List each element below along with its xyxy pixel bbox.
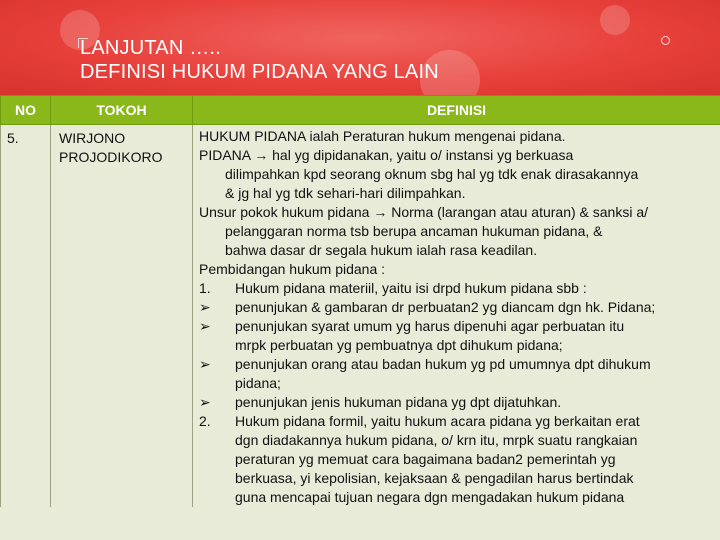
column-header-tokoh: TOKOH: [51, 96, 193, 125]
numbered-item: [199, 412, 716, 431]
column-header-definisi: DEFINISI: [193, 96, 720, 125]
item-text: penunjukan jenis hukuman pidana yg dpt dijatuhkan.: [235, 394, 562, 410]
def-text: Norma (larangan atau aturan) & sanksi a/: [387, 204, 649, 220]
bullet-item: [199, 393, 716, 412]
cell-no: 5.: [1, 125, 51, 508]
definition-table: [0, 95, 720, 507]
def-text: PIDANA: [199, 147, 255, 163]
item-text: penunjukan & gambaran dr perbuatan2 yg diancam dgn hk. Pidana;: [235, 299, 656, 315]
tokoh-line-2: PROJODIKORO: [59, 149, 163, 165]
slide-title: [80, 36, 439, 84]
def-line: pelanggaran norma tsb berupa ancaman hukuman pidana, &: [225, 223, 603, 239]
ring-icon: [661, 36, 670, 45]
title-line-1: LANJUTAN …..: [80, 37, 221, 59]
def-line: Pembidangan hukum pidana :: [199, 261, 386, 277]
title-banner: [0, 0, 720, 95]
tokoh-line-1: WIRJONO: [59, 130, 126, 146]
item-continuation: peraturan yg memuat cara bagaimana badan2 pemerintah yg: [235, 451, 616, 467]
def-line: dilimpahkan kpd seorang oknum sbg hal yg tdk enak dirasakannya: [225, 166, 639, 182]
arrow-bullet-icon: ➢: [199, 356, 211, 372]
arrow-icon: →: [373, 204, 388, 220]
item-continuation: dgn diadakannya hukum pidana, o/ krn itu, mrpk suatu rangkaian: [235, 432, 638, 448]
decorative-bubble: [600, 5, 630, 35]
title-line-2: DEFINISI HUKUM PIDANA YANG LAIN: [80, 61, 439, 83]
arrow-bullet-icon: ➢: [199, 318, 211, 334]
column-header-no: NO: [1, 96, 51, 125]
item-text: Hukum pidana materiil, yaitu isi drpd hukum pidana sbb :: [235, 280, 587, 296]
bullet-item: [199, 317, 716, 336]
number-marker: 1.: [199, 280, 211, 296]
cell-definisi: [193, 125, 720, 508]
arrow-bullet-icon: ➢: [199, 299, 211, 315]
item-continuation: berkuasa, yi kepolisian, kejaksaan & pengadilan harus bertindak: [235, 470, 634, 486]
def-text: hal yg dipidanakan, yaitu o/ instansi yg berkuasa: [268, 147, 574, 163]
def-line: [199, 203, 716, 222]
table-header-row: [1, 96, 720, 125]
def-line: & jg hal yg tdk sehari-hari dilimpahkan.: [225, 185, 466, 201]
arrow-bullet-icon: ➢: [199, 394, 211, 410]
item-continuation: pidana;: [235, 375, 281, 391]
def-line: bahwa dasar dr segala hukum ialah rasa keadilan.: [225, 242, 538, 258]
def-line: HUKUM PIDANA ialah Peraturan hukum mengenai pidana.: [199, 128, 566, 144]
item-text: penunjukan orang atau badan hukum yg pd umumnya dpt dihukum: [235, 356, 651, 372]
item-continuation: guna mencapai tujuan negara dgn mengadakan hukum pidana: [235, 489, 625, 505]
item-text: Hukum pidana formil, yaitu hukum acara pidana yg berkaitan erat: [235, 413, 640, 429]
number-marker: 2.: [199, 413, 211, 429]
item-text: penunjukan syarat umum yg harus dipenuhi agar perbuatan itu: [235, 318, 625, 334]
cell-tokoh: [51, 125, 193, 508]
def-line: [199, 146, 716, 165]
table-row: [1, 125, 720, 508]
arrow-icon: →: [254, 147, 269, 163]
def-text: Unsur pokok hukum pidana: [199, 204, 374, 220]
item-continuation: mrpk perbuatan yg pembuatnya dpt dihukum pidana;: [235, 337, 563, 353]
bullet-item: [199, 298, 716, 317]
numbered-item: [199, 279, 716, 298]
bullet-item: [199, 355, 716, 374]
